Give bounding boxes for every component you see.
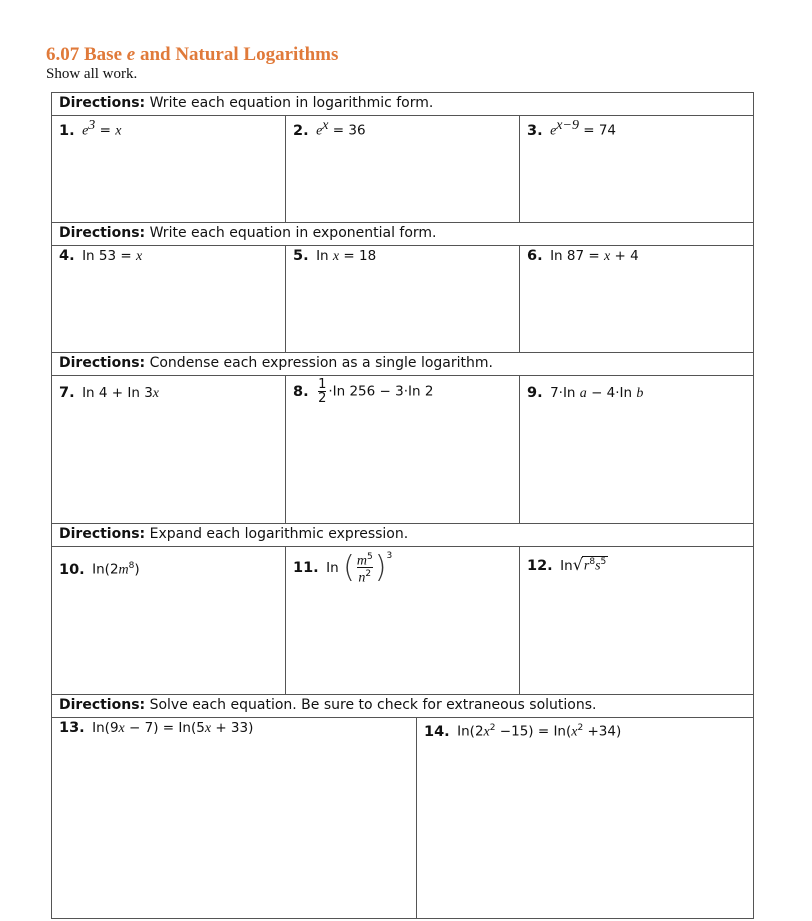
worksheet-table <box>51 92 754 919</box>
parenthesized-fraction: ( $\frac{m^5}{n^2}$ ) $^3$ <box>343 549 393 586</box>
directions-section-2: Directions: Write each equation in exponential form. <box>52 223 754 246</box>
problem-14: 14. $In(2x^2 -15) = In(x^2 +34)$ <box>424 723 622 740</box>
directions-section-1: Directions: Write each equation in logarithmic form. <box>52 93 754 116</box>
directions-section-3: Directions: Condense each expression as a single logarithm. <box>52 353 754 376</box>
directions-section-5: Directions: Solve each equation. Be sure to check for extraneous solutions. <box>52 695 754 718</box>
problem-7: 7. In 4 + In 3x <box>52 376 286 524</box>
sqrt-icon: √ <box>572 555 583 574</box>
directions-section-4: Directions: Expand each logarithmic expression. <box>52 524 754 547</box>
problem-2: 2. $e^x = 36$ <box>286 116 520 223</box>
worksheet-title: 6.07 Base e and Natural Logarithms <box>46 44 339 65</box>
worksheet-subtitle: Show all work. <box>46 66 138 82</box>
problem-9: 9. 7·In a − 4·In b <box>520 376 754 524</box>
problem-1: 1. $e^3 = x$ <box>52 116 286 223</box>
problem-11: 11. In ( $\frac{m^5}{n^2}$ ) $^3$ <box>286 547 520 695</box>
problem-5: 5. In x = 18 <box>286 246 520 353</box>
fraction-one-half: $\frac{1}{2}$ <box>318 377 327 406</box>
problem-13: 13. In(9x − 7) = In(5x + 33) <box>52 718 417 918</box>
radicand: $r^8s^5$ <box>583 557 607 574</box>
problem-12: 12. $In√r^8s^5$ <box>520 547 754 695</box>
problem-8: 8. $\frac{1}{2}$ ·In 256 − 3·In 2 <box>286 376 520 524</box>
problem-3: 3. $e^{x-9} = 74$ <box>520 116 754 223</box>
problem-4: 4. In 53 = x <box>52 246 286 353</box>
problem-10: 10. $In(2m^8)$ <box>52 547 286 695</box>
problems-13-14-row <box>52 718 754 919</box>
problem-6: 6. In 87 = x + 4 <box>520 246 754 353</box>
